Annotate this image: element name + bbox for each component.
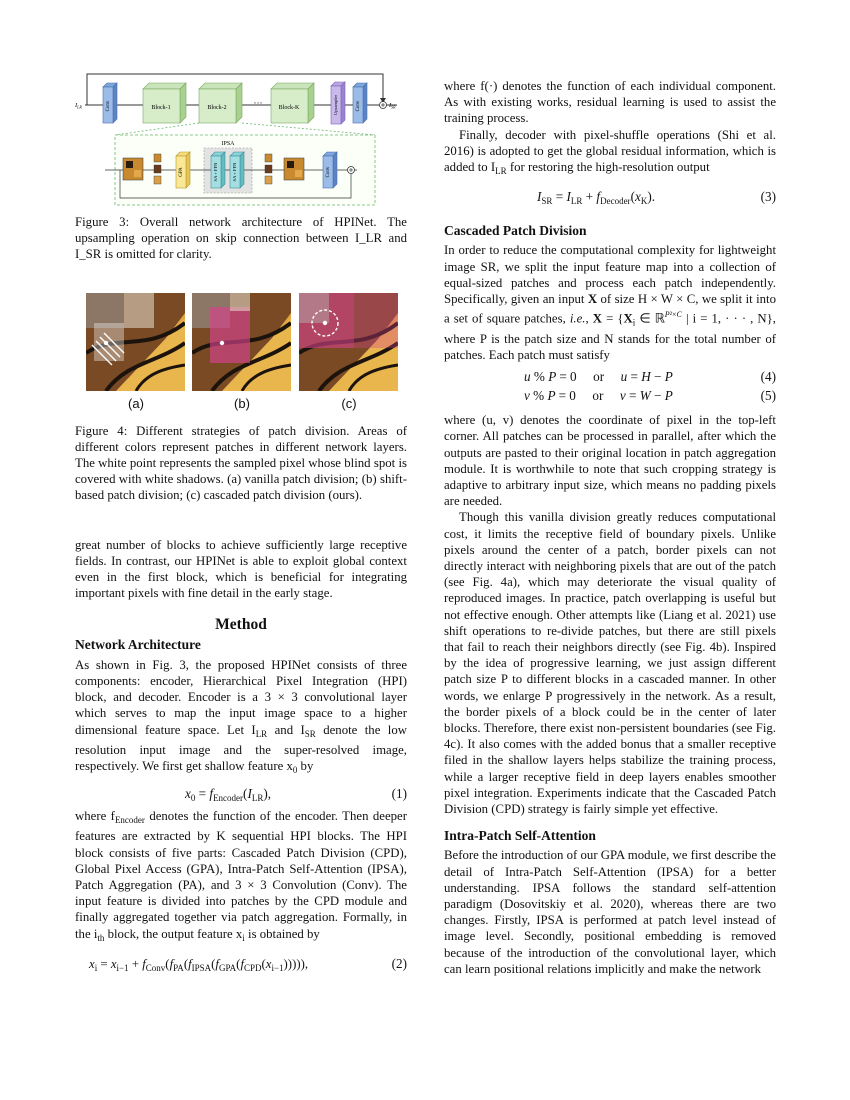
equation-3-number: (3) bbox=[760, 189, 776, 205]
decoder-conv-label: Conv bbox=[356, 100, 361, 112]
block-k-label: Block-K bbox=[278, 105, 300, 111]
sa-ffn-label-1: SA + FFN bbox=[213, 162, 218, 182]
paragraph-cpd-intro: In order to reduce the computational complexity for lightweight image SR, we split the input feature map into a collection of equal-sized patches and process each patch independently. Specifically, given an input X of size H × W × C, we split it into a set of square patches, i.e., $X = \{X_i$ ∈ ℝ$^{P^2\times C}$ | i = 1, · · · , N}, where P is the patch size and N stands for the total number of patches. Each patch must satisfy bbox=[444, 243, 776, 362]
paragraph-function-description: where f(·) denotes the function of each individual component. As with existing works, residual learning is used to assist the training process. bbox=[444, 79, 776, 126]
block-1-label: Block-1 bbox=[151, 105, 171, 111]
block-2 bbox=[199, 83, 242, 123]
paragraph-intro-continued: great number of blocks to achieve sufficiently large receptive fields. In contrast, our HPINet is able to exploit global context even in the first block, which is beneficial for integrating important pixels with fine detail in the early stage. bbox=[75, 537, 407, 601]
gpa-label: GPA bbox=[179, 167, 184, 177]
subsection-network-architecture: Network Architecture bbox=[75, 636, 201, 652]
sa-ffn-label-2: SA + FFN bbox=[232, 162, 237, 182]
left-column bbox=[75, 60, 407, 976]
inner-conv-label: Conv bbox=[326, 166, 331, 178]
panel-c-label: (c) bbox=[341, 395, 357, 411]
panel-b-label: (b) bbox=[234, 395, 250, 411]
panel-b-shift-division bbox=[192, 293, 291, 391]
equation-4: u % P = 0 or u = H − P (4) bbox=[524, 369, 776, 385]
input-label: $I_{LR}$ bbox=[75, 102, 82, 110]
paragraph-hpi-block: where $f_{Encoder}$ denotes the function of the encoder. Then deeper features are extracted by K sequential HPI blocks. The HPI block consists of five parts: Cascaded Patch Division (CPD), Global Pixel Access (GPA), Intra-Patch Self-Attention (IPSA), Patch Aggregation (PA), and 3 × 3 Convolution (Conv). The input feature is divided into patches by the CPD module and finally aggregated together via patch aggregation. Formally, in the $i_{th}$ block, the output feature $x_i$ is obtained by bbox=[75, 809, 407, 943]
panel-a-vanilla-division bbox=[86, 293, 185, 391]
blocks-ellipsis: ··· bbox=[253, 98, 263, 108]
output-label: $I_{SR}$ bbox=[389, 102, 396, 110]
equation-3: $I_{SR} = I_{LR} + f_{Decoder}(x_K)$. (3) bbox=[537, 189, 776, 207]
equation-2: $x_i = x_{i-1} + f_{Conv}(f_{PA}(f_{IPSA}(f_{GPA}(f_{CPD}(x_{i-1})))))$, (2) bbox=[89, 955, 407, 973]
upsampler-label: Upsampler bbox=[333, 94, 338, 116]
paragraph-cascaded-strategy: Though this vanilla division greatly reduces computational cost, it limits the receptive field of boundary pixels. Unlike pixels around the center of a patch, border pixels can not directly interact with neighboring pixels that are out of the patch (see Fig. 4a), which may deteriorate the visual quality of reproduced images. In practice, patch overlapping is useful but not effective enough. Other attempts like (Liang et al. 2021) use shift operations to re-divide patches, but there are still pixels that fail to reach their neighbors directly (see Fig. 4b). Inspired by the idea of progressive learning, we just assign different patch size P to different blocks in a cascaded manner. In other words, we enlarge P progressively in the network. As a result, the border pixels of a block could be in the center of later blocks. Therefore, there exist non-persistent boundaries (see Fig. 4c). It also comes with the added bonus that a smaller receptive filed in the shallow layers helps stabilize the training process, while a larger receptive field in deep layers enables smoother pixel integration. Experiments indicate that the Cascaded Patch Division (CPD) strategy is fairly simple yet effective. bbox=[444, 510, 776, 816]
ipsa-label: IPSA bbox=[221, 141, 235, 147]
right-column bbox=[444, 78, 776, 977]
paragraph-network-architecture: As shown in Fig. 3, the proposed HPINet consists of three components: encoder, Hierarchical Pixel Integration (HPI) block, and decoder. Encoder is a 3 × 3 convolutional layer which serves to map the input image space to a higher dimensional feature space. Let $I_{LR}$ and $I_{SR}$ denote the low resolution input image and the super-resolved image, respectively. We first get shallow feature $x_0$ by bbox=[75, 657, 407, 776]
equation-4-number: (4) bbox=[760, 369, 776, 385]
subsection-cascaded-patch-division: Cascaded Patch Division bbox=[444, 223, 587, 239]
figure-4-panels bbox=[86, 293, 407, 415]
block-2-label: Block-2 bbox=[207, 105, 227, 111]
section-heading-method: Method bbox=[215, 616, 267, 634]
figure-4-caption: Figure 4: Different strategies of patch division. Areas of different colors represent patches in different network layers. The white point represents the sampled pixel whose blind spot is covered with white shadows. (a) vanilla patch division; (b) shift-based patch division; (c) cascaded patch division (ours). bbox=[75, 423, 407, 503]
encoder-conv-label: Conv bbox=[106, 100, 111, 112]
equation-5-number: (5) bbox=[760, 388, 776, 404]
figure-3-architecture-diagram bbox=[75, 60, 407, 208]
equation-1: $x_0 = f_{Encoder}(I_{LR})$, (1) bbox=[185, 786, 407, 804]
panel-c-cascaded-division bbox=[299, 293, 398, 391]
panel-a-label: (a) bbox=[128, 395, 144, 411]
block-1 bbox=[143, 83, 186, 123]
equation-2-number: (2) bbox=[391, 955, 407, 971]
paragraph-patch-coordinates: where (u, v) denotes the coordinate of pixel in the top-left corner. All patches can be processed in parallel, after which the outputs are pasted to their original location in patch aggregation module. It is worthwhile to note that such cropping strategy is adaptive to arbitrary input size, which means no padding pixels are needed. bbox=[444, 413, 776, 509]
paragraph-decoder: Finally, decoder with pixel-shuffle operations (Shi et al. 2016) is adopted to get the global residual information, which is added to $I_{LR}$ for restoring the high-resolution output bbox=[444, 127, 776, 177]
equation-1-number: (1) bbox=[391, 786, 407, 802]
equation-5: v % P = 0 or v = W − P (5) bbox=[524, 388, 776, 404]
block-k bbox=[271, 83, 314, 123]
subsection-intra-patch-self-attention: Intra-Patch Self-Attention bbox=[444, 828, 596, 844]
figure-3-caption: Figure 3: Overall network architecture of HPINet. The upsampling operation on skip connection between I_LR and I_SR is omitted for clarity. bbox=[75, 215, 407, 262]
paragraph-ipsa: Before the introduction of our GPA module, we first describe the detail of Intra-Patch Self-Attention (IPSA) for a better understanding. IPSA follows the standard self-attention paradigm (Dosovitskiy et al. 2020), whereas there are two changes. Firstly, IPSA is performed at patch level instead of image level. Secondly, positional embedding is removed because of the introduction of the convolutional layer, which can learn positional relations implicitly and make the network bbox=[444, 848, 776, 976]
